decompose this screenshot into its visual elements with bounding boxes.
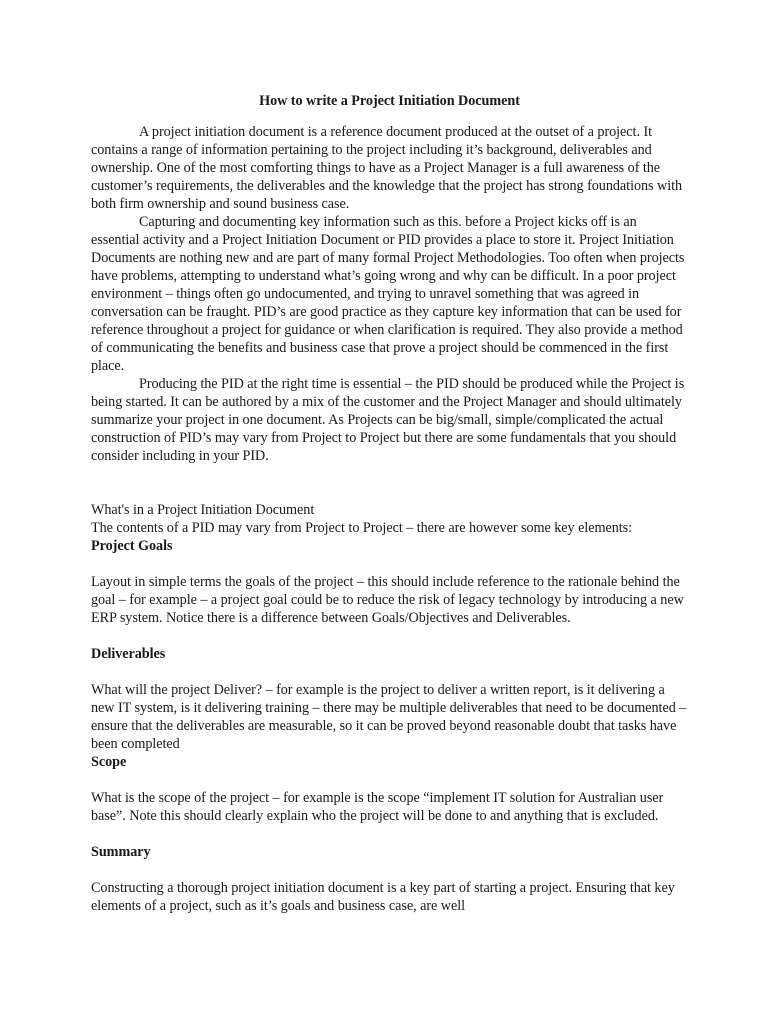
- spacer: [91, 663, 688, 681]
- spacer: [91, 627, 688, 645]
- section-body-goals: Layout in simple terms the goals of the project – this should include reference to the rationale behind the goal – for example – a project goal could be to reduce the risk of legacy technology by introducing a new ERP system. Notice there is a difference between Goals/Objectives and Deliverables.: [91, 574, 684, 626]
- spacer: [91, 555, 688, 573]
- section-heading-scope: Scope: [91, 754, 127, 770]
- spacer: [91, 465, 688, 501]
- intro-paragraph-3: Producing the PID at the right time is essential – the PID should be produced while the Project is being started. It can be authored by a mix of the customer and the Project Manager and should ultimately summarize your project in one document. As Projects can be big/small, simple/complicated the actual construction of PID’s may vary from Project to Project but there are some fundamentals that you should consider including in your PID.: [91, 376, 685, 464]
- section-body-deliverables: What will the project Deliver? – for example is the project to deliver a written report, is it delivering a new IT system, is it delivering training – there may be multiple deliverables that need to be documented – ensure that the deliverables are measurable, so it can be proved beyond reasonable doubt that tasks have been completed: [91, 682, 687, 752]
- section-heading-deliverables: Deliverables: [91, 646, 166, 662]
- section-heading-summary: Summary: [91, 844, 151, 860]
- intro-paragraph-1: A project initiation document is a reference document produced at the outset of a project. It contains a range of information pertaining to the project including it’s background, deliverables and ownership. One of the most comforting things to have as a Project Manager is a full awareness of the customer’s requirements, the deliverables and the knowledge that the project has strong foundations with both firm ownership and sound business case.: [91, 124, 683, 212]
- spacer: [91, 771, 688, 789]
- spacer: [91, 861, 688, 879]
- contents-heading: What's in a Project Initiation Document: [91, 502, 315, 518]
- intro-paragraph-2: Capturing and documenting key information such as this. before a Project kicks off is an essential activity and a Project Initiation Document or PID provides a place to store it. Project Initiation Documents are nothing new and are part of many formal Project Methodologies. Too often when projects have problems, attempting to understand what’s going wrong and why can be difficult. In a poor project environment – things often go undocumented, and trying to unravel something that was agreed in conversation can be fraught. PID’s are good practice as they capture key information that can be used for reference throughout a project for guidance or when clarification is required. They also provide a method of communicating the benefits and business case that prove a project should be commenced in the first place.: [91, 214, 685, 374]
- spacer: [91, 825, 688, 843]
- document-title: How to write a Project Initiation Document: [259, 93, 520, 109]
- section-body-summary: Constructing a thorough project initiation document is a key part of starting a project. Ensuring that key elements of a project, such as it’s goals and business case, are well: [91, 880, 675, 914]
- section-body-scope: What is the scope of the project – for example is the scope “implement IT solution for Australian user base”. Note this should clearly explain who the project will be done to and anything that is excluded.: [91, 790, 664, 824]
- section-heading-goals: Project Goals: [91, 538, 173, 554]
- contents-intro: The contents of a PID may vary from Project to Project – there are however some key elements:: [91, 520, 632, 536]
